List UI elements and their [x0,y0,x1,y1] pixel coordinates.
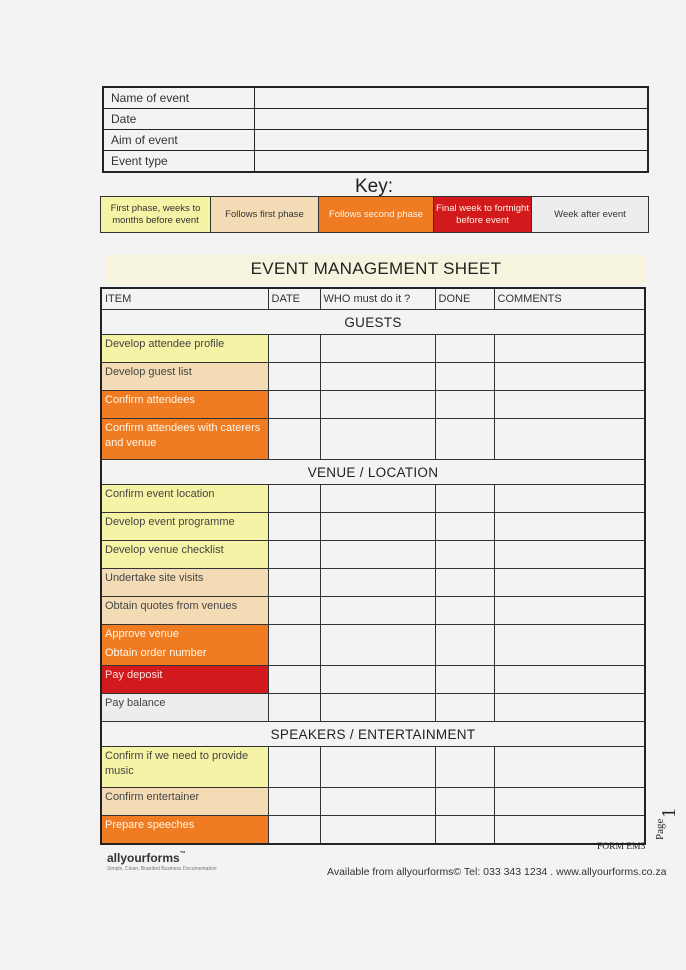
task-row [101,513,645,541]
done-cell[interactable] [435,694,494,722]
done-cell[interactable] [435,569,494,597]
comments-cell[interactable] [494,569,645,597]
who-cell[interactable] [320,694,435,722]
who-cell[interactable] [320,419,435,460]
column-header: COMMENTS [494,288,645,310]
task-row [101,625,645,666]
date-cell[interactable] [268,419,320,460]
date-cell[interactable] [268,513,320,541]
task-label: Develop attendee profile [105,338,225,350]
comments-cell[interactable] [494,335,645,363]
task-row [101,485,645,513]
comments-cell[interactable] [494,666,645,694]
done-cell[interactable] [435,625,494,666]
task-item [101,666,268,694]
task-label: Approve venue [105,628,179,640]
task-row [101,391,645,419]
task-label: Develop event programme [105,516,235,528]
done-cell[interactable] [435,335,494,363]
info-label: Date [103,109,255,130]
date-cell[interactable] [268,666,320,694]
done-cell[interactable] [435,391,494,419]
who-cell[interactable] [320,391,435,419]
comments-cell[interactable] [494,513,645,541]
who-cell[interactable] [320,625,435,666]
column-header: DONE [435,288,494,310]
comments-cell[interactable] [494,391,645,419]
logo-tm: ™ [179,851,186,857]
task-item [101,513,268,541]
who-cell[interactable] [320,485,435,513]
done-cell[interactable] [435,666,494,694]
section-title: VENUE / LOCATION [101,460,645,485]
who-cell[interactable] [320,816,435,845]
task-item [101,541,268,569]
section-title: SPEAKERS / ENTERTAINMENT [101,722,645,747]
task-row [101,419,645,460]
table-header-row [101,288,645,310]
key-week-after: Week after event [532,197,648,232]
who-cell[interactable] [320,597,435,625]
task-row [101,541,645,569]
comments-cell[interactable] [494,747,645,788]
date-cell[interactable] [268,485,320,513]
page-number-value: 1 [658,808,680,818]
comments-cell[interactable] [494,788,645,816]
comments-cell[interactable] [494,485,645,513]
info-value-field[interactable] [255,151,649,173]
task-label-secondary: Obtain order number [105,647,207,659]
date-cell[interactable] [268,788,320,816]
task-row [101,694,645,722]
date-cell[interactable] [268,816,320,845]
done-cell[interactable] [435,485,494,513]
date-cell[interactable] [268,747,320,788]
task-item [101,363,268,391]
task-row [101,788,645,816]
task-row [101,597,645,625]
task-label: Develop venue checklist [105,544,224,556]
info-value-field[interactable] [255,87,649,109]
done-cell[interactable] [435,747,494,788]
task-label: Undertake site visits [105,572,204,584]
task-label: Confirm entertainer [105,791,200,803]
done-cell[interactable] [435,419,494,460]
comments-cell[interactable] [494,597,645,625]
page-number [652,800,682,840]
allyourforms-logo [107,851,217,872]
task-item [101,816,268,845]
info-row [103,151,648,173]
task-item [101,569,268,597]
info-row [103,130,648,151]
info-value-field[interactable] [255,109,649,130]
comments-cell[interactable] [494,541,645,569]
date-cell[interactable] [268,597,320,625]
who-cell[interactable] [320,788,435,816]
comments-cell[interactable] [494,694,645,722]
column-header: ITEM [101,288,268,310]
key-follows-second-phase: Follows second phase [319,197,434,232]
task-label: Pay balance [105,697,166,709]
task-label: Pay deposit [105,669,163,681]
date-cell[interactable] [268,694,320,722]
form-code: FORM EM3 [597,842,646,852]
page-word: Page [654,818,666,840]
done-cell[interactable] [435,597,494,625]
task-label: Confirm if we need to provide music [105,750,249,777]
task-label: Develop guest list [105,366,192,378]
column-header: WHO must do it ? [320,288,435,310]
key-follows-first-phase: Follows first phase [211,197,319,232]
key-first-phase: First phase, weeks to months before event [101,197,211,232]
logo-tagline: Simple, Clean, Branded Business Documentation [107,866,217,872]
who-cell[interactable] [320,335,435,363]
done-cell[interactable] [435,363,494,391]
date-cell[interactable] [268,391,320,419]
color-key [100,196,649,233]
task-row [101,335,645,363]
task-label: Confirm event location [105,488,215,500]
info-row [103,109,648,130]
comments-cell[interactable] [494,419,645,460]
done-cell[interactable] [435,513,494,541]
done-cell[interactable] [435,541,494,569]
task-label: Obtain quotes from venues [105,600,238,612]
date-cell[interactable] [268,569,320,597]
section-title: GUESTS [101,310,645,335]
event-info-table [102,86,649,173]
info-label: Aim of event [103,130,255,151]
section-row [101,310,645,335]
task-item [101,694,268,722]
info-value-field[interactable] [255,130,649,151]
task-item [101,391,268,419]
task-row [101,363,645,391]
task-label: Prepare speeches [105,819,195,831]
task-label: Confirm attendees [105,394,195,406]
done-cell[interactable] [435,788,494,816]
sheet-title: EVENT MANAGEMENT SHEET [106,255,646,285]
task-row [101,569,645,597]
task-item [101,788,268,816]
date-cell[interactable] [268,335,320,363]
who-cell[interactable] [320,569,435,597]
task-label: Confirm attendees with caterers and venue [105,422,261,449]
who-cell[interactable] [320,541,435,569]
task-item [101,747,268,788]
who-cell[interactable] [320,363,435,391]
date-cell[interactable] [268,541,320,569]
date-cell[interactable] [268,363,320,391]
section-row [101,460,645,485]
task-row [101,747,645,788]
section-row [101,722,645,747]
done-cell[interactable] [435,816,494,845]
who-cell[interactable] [320,513,435,541]
comments-cell[interactable] [494,816,645,845]
info-row [103,87,648,109]
availability-note: Available from allyourforms© Tel: 033 343 1234 . www.allyourforms.co.za [327,866,667,878]
task-item [101,625,268,666]
task-item [101,485,268,513]
task-item [101,335,268,363]
column-header: DATE [268,288,320,310]
key-final-week: Final week to fortnight before event [434,197,532,232]
date-cell[interactable] [268,625,320,666]
logo-name: allyourforms [107,851,180,865]
task-row [101,666,645,694]
key-title: Key: [355,176,394,197]
who-cell[interactable] [320,666,435,694]
who-cell[interactable] [320,747,435,788]
comments-cell[interactable] [494,625,645,666]
task-item [101,419,268,460]
info-label: Name of event [103,87,255,109]
info-label: Event type [103,151,255,173]
task-table [100,287,646,845]
task-row [101,816,645,845]
comments-cell[interactable] [494,363,645,391]
task-item [101,597,268,625]
